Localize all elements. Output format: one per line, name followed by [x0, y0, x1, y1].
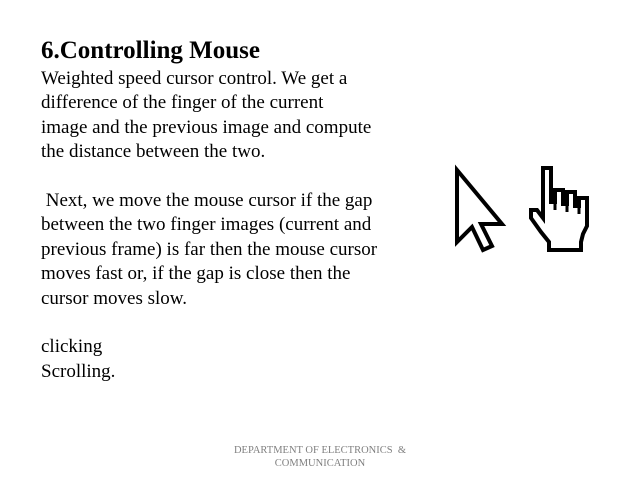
slide-body: [41, 67, 441, 384]
body-line: difference of the finger of the current: [41, 92, 324, 114]
paragraph-spacer: [41, 311, 441, 335]
arrow-cursor-icon: [457, 170, 502, 250]
footer-communication: COMMUNICATION: [274, 458, 366, 469]
body-line: previous frame) is far then the mouse cursor: [41, 238, 378, 260]
footer-department: DEPARTMENT OF ELECTRONICS &: [233, 445, 407, 456]
body-line: cursor moves slow.: [41, 287, 187, 309]
body-line: image and the previous image and compute: [41, 116, 372, 138]
paragraph-spacer: [41, 165, 441, 189]
body-line: moves fast or, if the gap is close then the: [41, 263, 351, 285]
hand-pointer-icon: [531, 168, 587, 250]
body-line: Next, we move the mouse cursor if the gap: [41, 190, 373, 212]
footer: [200, 444, 440, 470]
list-item-clicking: clicking: [41, 336, 103, 358]
body-line: the distance between the two.: [41, 141, 266, 163]
body-line: Weighted speed cursor control. We get a: [41, 68, 348, 89]
list-item-scrolling: Scrolling.: [41, 360, 116, 382]
cursor-icons: [452, 162, 602, 254]
slide-title: 6.Controlling Mouse: [41, 37, 260, 64]
body-line: between the two finger images (current and: [41, 214, 372, 236]
